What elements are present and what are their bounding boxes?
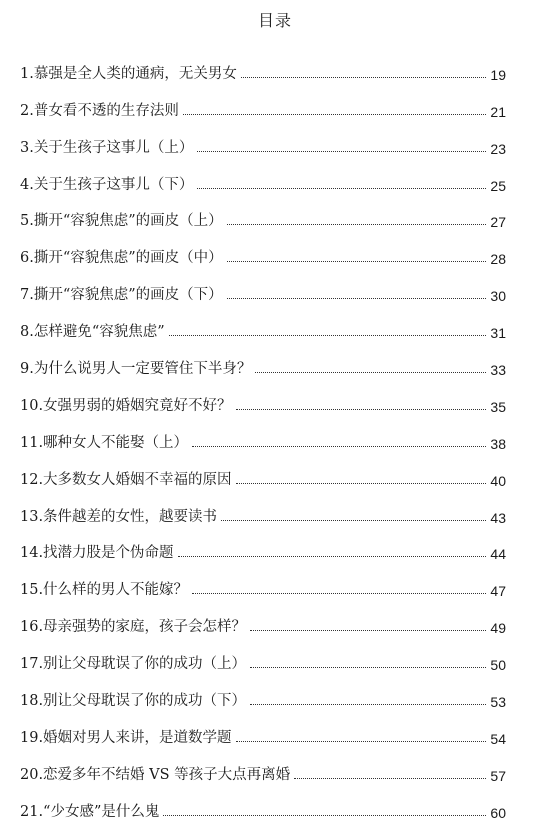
toc-entry[interactable]: [20, 784, 506, 821]
toc-entry-page: 35: [490, 398, 506, 415]
dot-leader: [250, 667, 486, 668]
dot-leader: [227, 261, 487, 262]
toc-entry-label: 1.慕强是全人类的通病，无关男女: [20, 65, 237, 82]
toc-entry-label: 14.找潜力股是个伪命题: [20, 545, 174, 562]
dot-leader: [221, 520, 486, 521]
toc-entry-label: 21.“少女感”是什么鬼: [20, 803, 160, 820]
dot-leader: [197, 151, 486, 152]
toc-entry[interactable]: [20, 157, 506, 194]
toc-title: 目录: [257, 11, 292, 30]
toc-entry-label: 18.别让父母耽误了你的成功（下）: [20, 693, 247, 710]
toc-entry[interactable]: [20, 562, 506, 599]
toc-entry-page: 54: [490, 730, 506, 747]
dot-leader: [163, 815, 486, 816]
toc-entry-page: 33: [490, 362, 506, 379]
toc-entry-page: 40: [490, 472, 506, 489]
toc-entry-label: 4.关于生孩子这事儿（下）: [20, 176, 194, 193]
toc-entry-page: 28: [490, 251, 506, 268]
toc-entry-page: 31: [490, 325, 506, 342]
toc-entry-label: 15.什么样的男人不能嫁？: [20, 582, 189, 599]
toc-entry-page: 60: [490, 804, 506, 821]
dot-leader: [294, 778, 486, 779]
dot-leader: [197, 188, 486, 189]
toc-entry[interactable]: [20, 710, 506, 747]
toc-entry-page: 44: [490, 546, 506, 563]
toc-list: [20, 46, 506, 821]
dot-leader: [250, 704, 486, 705]
toc-entry-label: 9.为什么说男人一定要管住下半身？: [20, 361, 252, 378]
toc-entry-label: 6.撕开“容貌焦虑”的画皮（中）: [20, 250, 223, 267]
toc-entry[interactable]: [20, 452, 506, 489]
dot-leader: [192, 593, 486, 594]
toc-entry[interactable]: [20, 489, 506, 526]
toc-entry-page: 49: [490, 620, 506, 637]
toc-entry-page: 23: [490, 140, 506, 157]
toc-entry[interactable]: [20, 83, 506, 120]
toc-entry[interactable]: [20, 46, 506, 83]
toc-entry[interactable]: [20, 526, 506, 563]
dot-leader: [236, 741, 487, 742]
dot-leader: [255, 372, 486, 373]
toc-entry-label: 3.关于生孩子这事儿（上）: [20, 139, 194, 156]
toc-entry-page: 30: [490, 288, 506, 305]
toc-entry[interactable]: [20, 304, 506, 341]
dot-leader: [183, 114, 487, 115]
dot-leader: [236, 409, 487, 410]
toc-entry-label: 16.母亲强势的家庭，孩子会怎样？: [20, 619, 247, 636]
dot-leader: [241, 77, 487, 78]
toc-entry-label: 17.别让父母耽误了你的成功（上）: [20, 656, 247, 673]
toc-entry-label: 8.怎样避免“容貌焦虑”: [20, 324, 165, 341]
toc-entry-page: 19: [490, 66, 506, 83]
dot-leader: [169, 335, 487, 336]
toc-entry-label: 5.撕开“容貌焦虑”的画皮（上）: [20, 213, 223, 230]
toc-entry[interactable]: [20, 636, 506, 673]
toc-entry-page: 53: [490, 694, 506, 711]
toc-entry-page: 38: [490, 435, 506, 452]
toc-entry[interactable]: [20, 599, 506, 636]
toc-entry-label: 12.大多数女人婚姻不幸福的原因: [20, 471, 232, 488]
toc-entry[interactable]: [20, 378, 506, 415]
dot-leader: [236, 483, 487, 484]
toc-entry-page: 21: [490, 103, 506, 120]
toc-entry-page: 25: [490, 177, 506, 194]
toc-entry-page: 50: [490, 657, 506, 674]
toc-entry[interactable]: [20, 120, 506, 157]
toc-entry-label: 7.撕开“容貌焦虑”的画皮（下）: [20, 287, 223, 304]
toc-entry-page: 57: [490, 767, 506, 784]
dot-leader: [178, 556, 487, 557]
toc-entry-page: 43: [490, 509, 506, 526]
toc-entry[interactable]: [20, 267, 506, 304]
toc-entry[interactable]: [20, 230, 506, 267]
toc-entry[interactable]: [20, 673, 506, 710]
toc-entry-label: 10.女强男弱的婚姻究竟好不好？: [20, 397, 232, 414]
dot-leader: [250, 630, 486, 631]
toc-entry-label: 11.哪种女人不能娶（上）: [20, 434, 189, 451]
toc-entry-label: 20.恋爱多年不结婚 VS 等孩子大点再离婚: [20, 766, 291, 783]
dot-leader: [192, 446, 486, 447]
toc-entry-page: 27: [490, 214, 506, 231]
toc-entry-label: 13.条件越差的女性，越要读书: [20, 508, 218, 525]
dot-leader: [227, 224, 487, 225]
dot-leader: [227, 298, 487, 299]
toc-entry[interactable]: [20, 415, 506, 452]
toc-entry[interactable]: [20, 747, 506, 784]
toc-entry[interactable]: [20, 194, 506, 231]
toc-entry-label: 19.婚姻对男人来讲，是道数学题: [20, 729, 232, 746]
toc-entry-page: 47: [490, 583, 506, 600]
toc-entry-label: 2.普女看不透的生存法则: [20, 102, 179, 119]
toc-entry[interactable]: [20, 341, 506, 378]
